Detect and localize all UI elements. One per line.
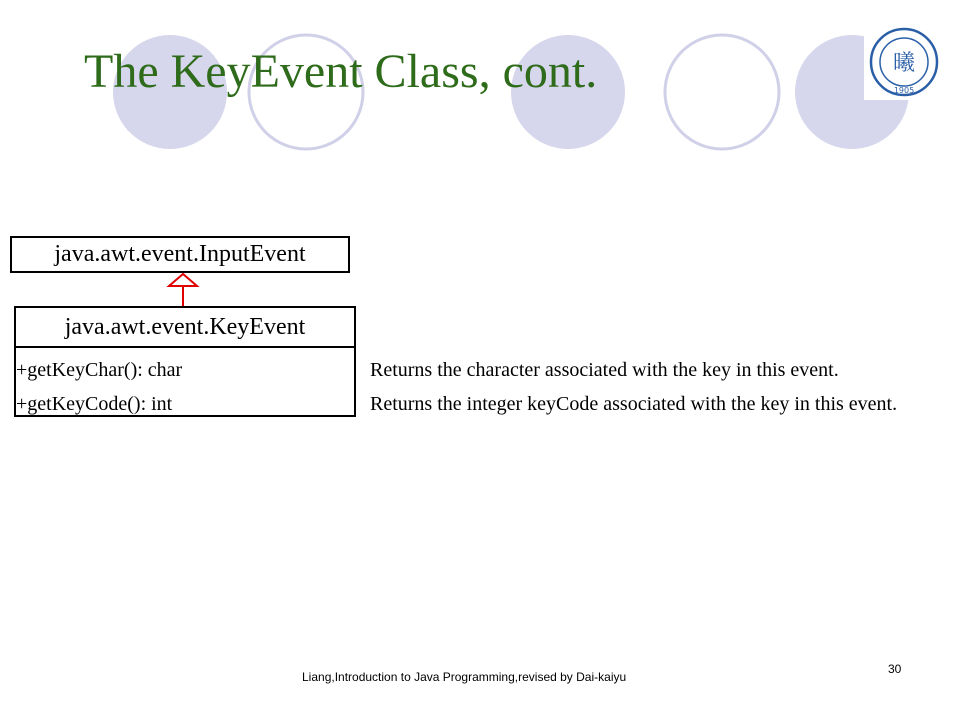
page-number: 30: [888, 662, 902, 676]
superclass-name: java.awt.event.InputEvent: [54, 241, 306, 267]
subclass-box: [14, 306, 356, 417]
subclass-name: java.awt.event.KeyEvent: [16, 308, 354, 348]
superclass-box: [10, 236, 350, 273]
slide-footer: Liang,Introduction to Java Programming,revised by Dai-kaiyu: [302, 670, 627, 684]
method-description: Returns the integer keyCode associated with the key in this event.: [370, 393, 898, 415]
method-signature: +getKeyCode(): int: [16, 393, 173, 415]
decor-circle-outline: [665, 35, 779, 149]
svg-text:1905: 1905: [893, 86, 915, 95]
method-description: Returns the character associated with the key in this event.: [370, 359, 839, 381]
slide-title: The KeyEvent Class, cont.: [84, 45, 598, 98]
method-signature: +getKeyChar(): char: [16, 359, 183, 381]
university-logo: [864, 24, 944, 100]
svg-text:曦: 曦: [892, 51, 916, 76]
